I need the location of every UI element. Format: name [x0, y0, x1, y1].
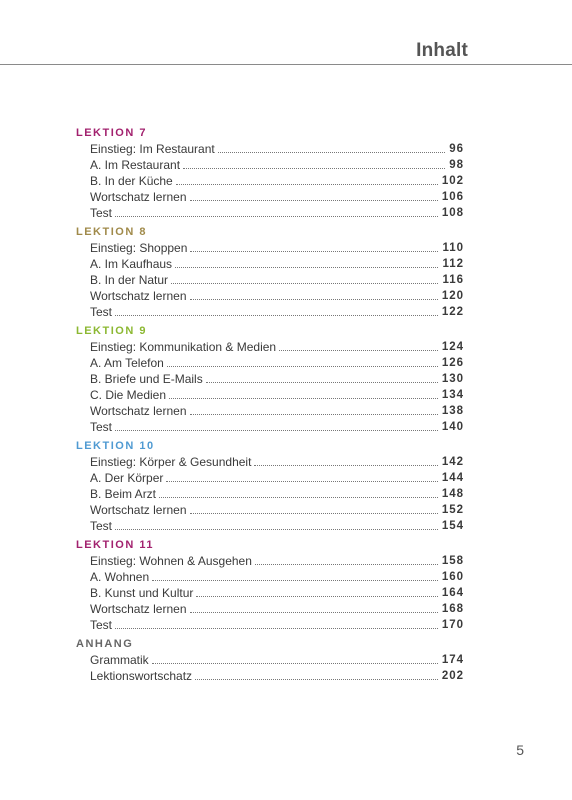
toc-entry-title: Einstieg: Im Restaurant	[90, 142, 215, 156]
toc-entry-page-number: 168	[441, 603, 464, 615]
toc-entry-page-number: 116	[442, 274, 464, 286]
toc-entry-page-number: 164	[441, 587, 464, 599]
toc-entry[interactable]	[90, 601, 464, 617]
toc-entry[interactable]	[90, 454, 464, 470]
toc-entry-page-number: 160	[441, 571, 464, 583]
section-heading: LEKTION 10	[76, 440, 155, 452]
section-heading: LEKTION 7	[76, 127, 147, 139]
dot-leader	[190, 251, 438, 252]
toc-entry-title: Test	[90, 519, 113, 533]
toc-entry-page-number: 140	[441, 421, 464, 433]
dot-leader	[206, 382, 438, 383]
dot-leader	[115, 216, 438, 217]
toc-entry-page-number: 106	[441, 191, 464, 203]
toc-entry-title: Test	[90, 305, 113, 319]
toc-entry[interactable]	[90, 668, 464, 684]
dot-leader	[183, 168, 445, 169]
toc-entry-page-number: 112	[442, 258, 464, 270]
toc-entry-title: Wortschatz lernen	[90, 503, 187, 517]
toc-entry[interactable]	[90, 486, 464, 502]
toc-entry-title: B. Briefe und E-Mails	[90, 372, 203, 386]
toc-entry[interactable]	[90, 569, 464, 585]
toc-entry[interactable]	[90, 272, 464, 288]
dot-leader	[190, 299, 438, 300]
toc-entry[interactable]	[90, 617, 464, 633]
toc-entry-page-number: 170	[441, 619, 464, 631]
toc-entry-title: A. Im Kaufhaus	[90, 257, 173, 271]
dot-leader	[115, 430, 438, 431]
toc-entry[interactable]	[90, 256, 464, 272]
toc-entry-page-number: 158	[441, 555, 464, 567]
toc-entry-page-number: 142	[441, 456, 464, 468]
toc-entry-title: B. In der Küche	[90, 174, 173, 188]
dot-leader	[190, 513, 438, 514]
toc-entry[interactable]	[90, 502, 464, 518]
toc-entry[interactable]	[90, 403, 464, 419]
toc-entry-title: Einstieg: Wohnen & Ausgehen	[90, 554, 252, 568]
toc-entry-page-number: 144	[441, 472, 464, 484]
toc-entry-title: B. In der Natur	[90, 273, 169, 287]
toc-entry-page-number: 96	[449, 143, 464, 155]
dot-leader	[167, 366, 438, 367]
toc-entry[interactable]	[90, 173, 464, 189]
toc-entry-title: A. Am Telefon	[90, 356, 164, 370]
toc-entry-page-number: 102	[441, 175, 464, 187]
dot-leader	[196, 596, 437, 597]
toc-entry-title: Wortschatz lernen	[90, 602, 187, 616]
toc-entry-title: Einstieg: Kommunikation & Medien	[90, 340, 277, 354]
dot-leader	[279, 350, 438, 351]
dot-leader	[190, 200, 438, 201]
toc-entry-page-number: 154	[441, 520, 464, 532]
toc-entry[interactable]	[90, 339, 464, 355]
toc-entry-title: Grammatik	[90, 653, 149, 667]
toc-entry[interactable]	[90, 189, 464, 205]
toc-entry-title: Wortschatz lernen	[90, 289, 187, 303]
toc-entry-page-number: 148	[441, 488, 464, 500]
dot-leader	[175, 267, 438, 268]
toc-entry[interactable]	[90, 371, 464, 387]
toc-entry-title: B. Beim Arzt	[90, 487, 157, 501]
toc-entry-page-number: 152	[441, 504, 464, 516]
toc-entry-page-number: 202	[441, 670, 464, 682]
dot-leader	[190, 612, 438, 613]
toc-entry-page-number: 98	[449, 159, 464, 171]
table-of-contents	[76, 125, 464, 684]
dot-leader	[152, 580, 438, 581]
toc-entry[interactable]	[90, 585, 464, 601]
toc-entry[interactable]	[90, 141, 464, 157]
toc-entry[interactable]	[90, 470, 464, 486]
toc-entry[interactable]	[90, 419, 464, 435]
toc-entry-title: Einstieg: Shoppen	[90, 241, 188, 255]
toc-entry-page-number: 126	[441, 357, 464, 369]
section-heading: LEKTION 8	[76, 226, 147, 238]
toc-entry[interactable]	[90, 553, 464, 569]
toc-entry-title: Lektionswortschatz	[90, 669, 193, 683]
dot-leader	[169, 398, 438, 399]
page-number: 5	[516, 742, 524, 758]
toc-entry-title: Wortschatz lernen	[90, 190, 187, 204]
dot-leader	[115, 529, 438, 530]
toc-entry[interactable]	[90, 518, 464, 534]
toc-entry-page-number: 174	[441, 654, 464, 666]
section-heading: ANHANG	[76, 638, 134, 650]
dot-leader	[159, 497, 438, 498]
toc-entry-page-number: 120	[441, 290, 464, 302]
toc-entry[interactable]	[90, 652, 464, 668]
dot-leader	[254, 465, 437, 466]
dot-leader	[218, 152, 445, 153]
toc-entry-title: Test	[90, 420, 113, 434]
toc-entry-page-number: 134	[441, 389, 464, 401]
toc-entry-page-number: 108	[441, 207, 464, 219]
toc-entry-page-number: 110	[442, 242, 464, 254]
dot-leader	[176, 184, 438, 185]
toc-entry-title: C. Die Medien	[90, 388, 167, 402]
page-header-title: Inhalt	[416, 40, 468, 61]
toc-entry-title: Test	[90, 618, 113, 632]
dot-leader	[171, 283, 438, 284]
toc-entry-title: A. Wohnen	[90, 570, 150, 584]
toc-entry[interactable]	[90, 240, 464, 256]
toc-entry-page-number: 122	[441, 306, 464, 318]
toc-entry-title: A. Im Restaurant	[90, 158, 181, 172]
toc-entry[interactable]	[90, 288, 464, 304]
dot-leader	[255, 564, 438, 565]
dot-leader	[166, 481, 437, 482]
toc-entry-page-number: 124	[441, 341, 464, 353]
toc-entry[interactable]	[90, 355, 464, 371]
toc-entry-title: B. Kunst und Kultur	[90, 586, 194, 600]
dot-leader	[190, 414, 438, 415]
dot-leader	[115, 315, 438, 316]
dot-leader	[152, 663, 438, 664]
toc-entry-page-number: 130	[441, 373, 464, 385]
toc-entry-title: Einstieg: Körper & Gesundheit	[90, 455, 252, 469]
toc-entry-title: Wortschatz lernen	[90, 404, 187, 418]
dot-leader	[195, 679, 438, 680]
toc-entry-page-number: 138	[441, 405, 464, 417]
toc-entry[interactable]	[90, 205, 464, 221]
dot-leader	[115, 628, 438, 629]
toc-entry[interactable]	[90, 157, 464, 173]
toc-entry-title: Test	[90, 206, 113, 220]
toc-entry[interactable]	[90, 387, 464, 403]
toc-entry[interactable]	[90, 304, 464, 320]
toc-entry-title: A. Der Körper	[90, 471, 164, 485]
section-heading: LEKTION 9	[76, 325, 147, 337]
header-rule	[0, 64, 572, 65]
section-heading: LEKTION 11	[76, 539, 154, 551]
